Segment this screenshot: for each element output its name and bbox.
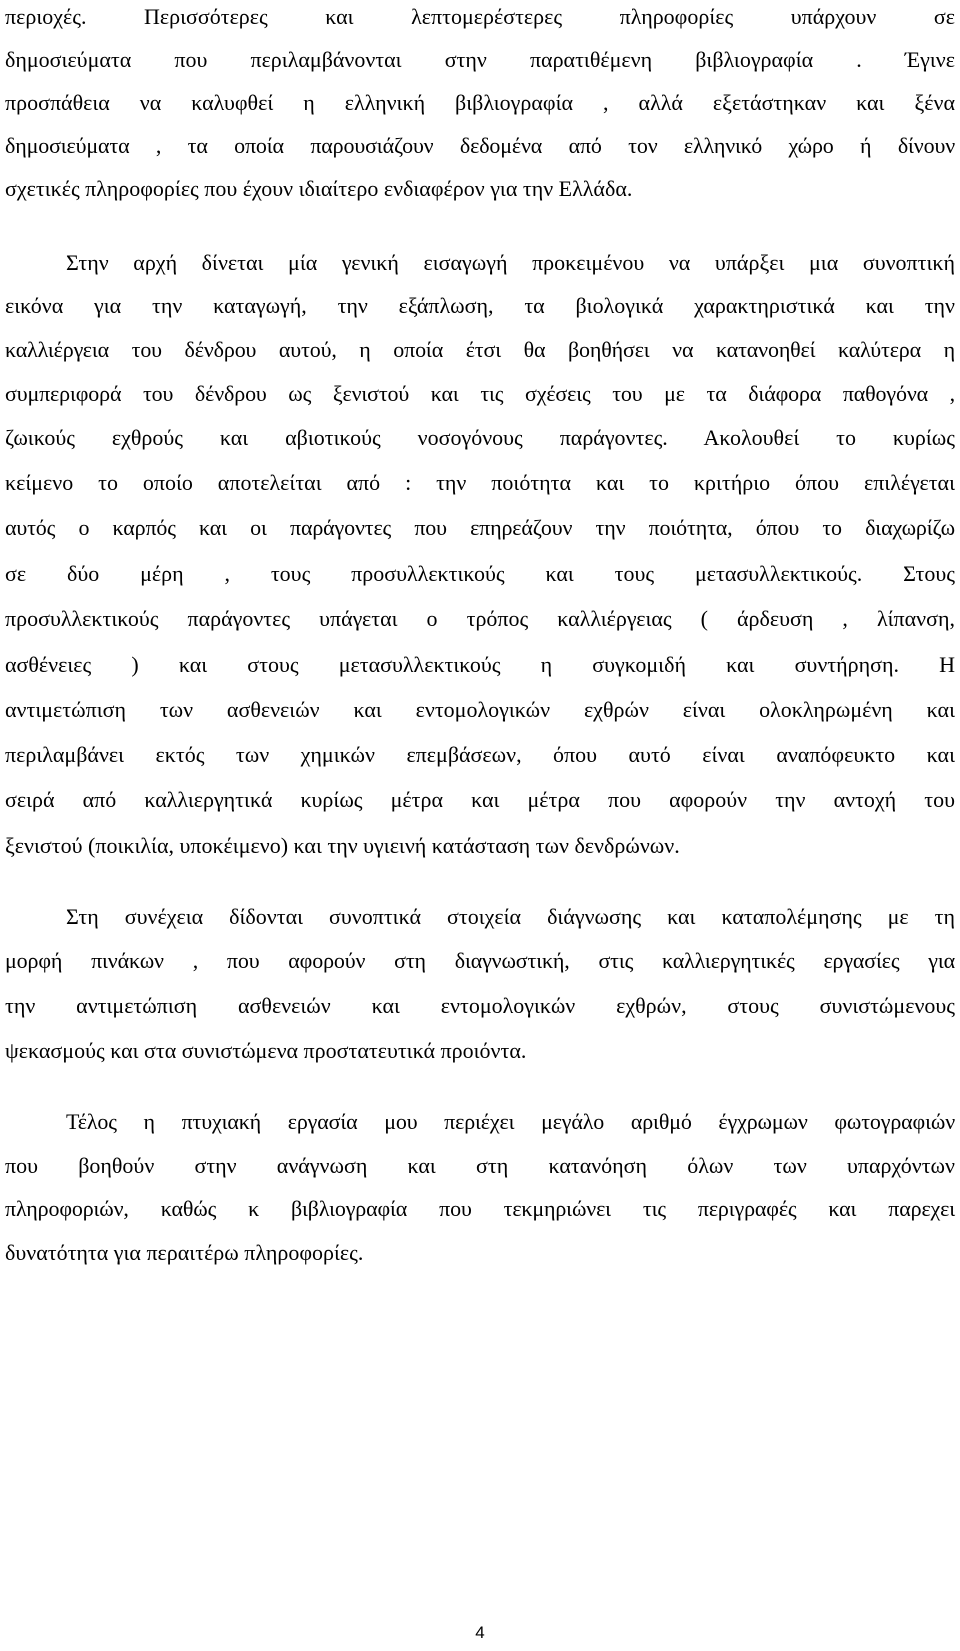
text-line: ξενιστού (ποικιλία, υποκέιμενο) και την υγιεινή κατάσταση των δενδρώνων.	[5, 833, 680, 858]
text-line: εικόνα για την καταγωγή, την εξάπλωση, τα βιολογικά χαρακτηριστικά και την	[5, 293, 955, 318]
text-line: ψεκασμούς και στα συνιστώμενα προστατευτικά προιόντα.	[5, 1038, 527, 1063]
text-line: δυνατότητα για περαιτέρω πληροφορίες.	[5, 1240, 364, 1265]
text-line: την αντιμετώπιση ασθενειών και εντομολογικών εχθρών, στους συνιστώμενους	[5, 993, 955, 1018]
text-line: καλλιέργεια του δένδρου αυτού, η οποία έτσι θα βοηθήσει να κατανοηθεί καλύτερα η	[5, 337, 955, 362]
text-line: προσπάθεια να καλυφθεί η ελληνική βιβλιογραφία , αλλά εξετάστηκαν και ξένα	[5, 90, 955, 115]
text-line: δημοσιεύματα , τα οποία παρουσιάζουν δεδομένα από τον ελληνικό χώρο ή δίνουν	[5, 133, 955, 158]
text-line: Στην αρχή δίνεται μία γενική εισαγωγή προκειμένου να υπάρξει μια συνοπτική	[66, 250, 955, 275]
text-line: ζωικούς εχθρούς και αβιοτικούς νοσογόνους παράγοντες. Ακολουθεί το κυρίως	[5, 425, 955, 450]
text-line: ασθένειες ) και στους μετασυλλεκτικούς η συγκομιδή και συντήρηση. Η	[5, 652, 955, 677]
text-line: αντιμετώπιση των ασθενειών και εντομολογικών εχθρών είναι ολοκληρωμένη και	[5, 697, 955, 722]
text-line: περιλαμβάνει εκτός των χημικών επεμβάσεων, όπου αυτό είναι αναπόφευκτο και	[5, 742, 955, 767]
text-line: πληροφοριών, καθώς κ βιβλιογραφία που τεκμηριώνει τις περιγραφές και παρεχει	[5, 1196, 955, 1221]
text-line: περιοχές. Περισσότερες και λεπτομερέστερες πληροφορίες υπάρχουν σε	[5, 4, 955, 29]
text-line: δημοσιεύματα που περιλαμβάνονται στην παρατιθέμενη βιβλιογραφία . Έγινε	[5, 47, 955, 72]
text-line: προσυλλεκτικούς παράγοντες υπάγεται ο τρόπος καλλιέργειας ( άρδευση , λίπανση,	[5, 606, 955, 631]
text-line: μορφή πινάκων , που αφορούν στη διαγνωστική, στις καλλιεργητικές εργασίες για	[5, 948, 955, 973]
text-line: σε δύο μέρη , τους προσυλλεκτικούς και τους μετασυλλεκτικούς. Στους	[5, 561, 955, 586]
text-line: συμπεριφορά του δένδρου ως ξενιστού και τις σχέσεις του με τα διάφορα παθογόνα ,	[5, 381, 955, 406]
page-number: 4	[475, 1623, 485, 1642]
text-line: σχετικές πληροφορίες που έχουν ιδιαίτερο ενδιαφέρον για την Ελλάδα.	[5, 176, 633, 201]
text-line: που βοηθούν στην ανάγνωση και στη κατανόηση όλων των υπαρχόντων	[5, 1153, 955, 1178]
text-line: Στη συνέχεια δίδονται συνοπτικά στοιχεία διάγνωσης και καταπολέμησης με τη	[66, 904, 955, 929]
text-line: αυτός ο καρπός και οι παράγοντες που επηρεάζουν την ποιότητα, όπου το διαχωρίζω	[5, 515, 955, 540]
text-line: σειρά από καλλιεργητικά κυρίως μέτρα και μέτρα που αφορούν την αντοχή του	[5, 787, 955, 812]
text-line: Τέλος η πτυχιακή εργασία μου περιέχει μεγάλο αριθμό έγχρωμων φωτογραφιών	[66, 1109, 955, 1134]
text-line: κείμενο το οποίο αποτελείται από : την ποιότητα και το κριτήριο όπου επιλέγεται	[5, 470, 955, 495]
